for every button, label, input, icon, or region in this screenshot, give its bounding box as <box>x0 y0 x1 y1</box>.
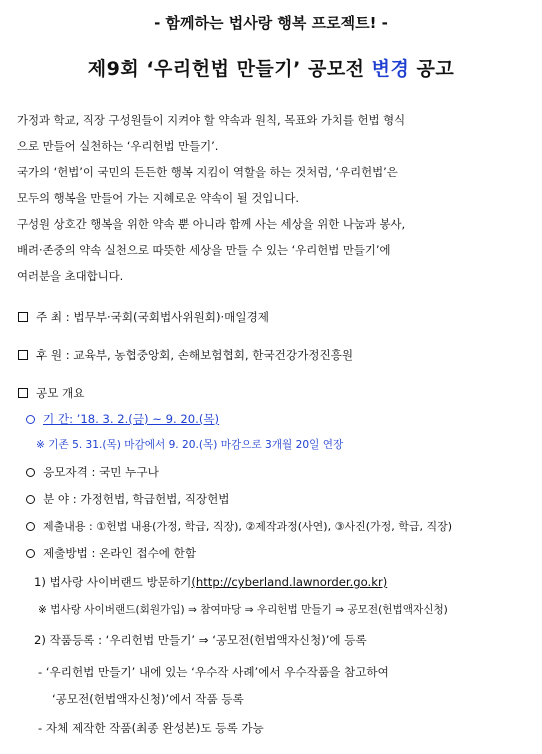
host-label: 주 최 <box>36 310 63 324</box>
circle-bullet-icon <box>26 522 35 531</box>
submission-method-label: 제출방법 <box>43 546 88 560</box>
title-accent: 변경 <box>371 58 410 80</box>
checkbox-square-icon <box>18 350 28 360</box>
eligibility-row <box>26 464 159 480</box>
eligibility-label: 응모자격 <box>43 465 88 479</box>
checkbox-square-icon <box>18 388 28 398</box>
submission-content-row <box>26 518 452 534</box>
submission-method-row <box>26 545 196 561</box>
notice-title <box>0 54 542 81</box>
intro-line-1: 가정과 학교, 직장 구성원들이 지켜야 할 약속과 원칙, 목표와 가치를 헌법 형식 <box>17 113 406 127</box>
sponsor-label: 후 원 <box>36 348 63 362</box>
period-row <box>26 411 219 427</box>
intro-line-4: 모두의 행복을 만들어 가는 지혜로운 약속이 될 것입니다. <box>17 191 300 205</box>
category-row <box>26 491 230 507</box>
category-label: 분 야 <box>43 492 70 506</box>
overview-heading-text: 공모 개요 <box>36 386 85 400</box>
title-main: 제9회 ‘우리헌법 만들기’ 공모전 <box>87 58 372 80</box>
cyberland-link[interactable]: (http://cyberland.lawnorder.go.kr) <box>191 575 388 589</box>
eligibility-value: : 국민 누구나 <box>91 465 159 479</box>
sponsor-value: : 교육부, 농협중앙회, 손해보험협회, 한국건강가정진흥원 <box>65 348 354 362</box>
step1-row <box>34 574 387 590</box>
step1-note: ※ 법사랑 사이버랜드(회원가입) ⇒ 참여마당 ⇒ 우리헌법 만들기 ⇒ 공모전(헌법액자신청) <box>38 604 448 616</box>
step2-sub1a: - ‘우리헌법 만들기’ 내에 있는 ‘우수작 사례’에서 우수작품을 참고하여 <box>38 665 389 679</box>
step2-sub2: - 자체 제작한 작품(최종 완성본)도 등록 가능 <box>38 721 264 735</box>
circle-bullet-icon <box>26 549 35 558</box>
title-end: 공고 <box>409 58 455 80</box>
submission-content-value: : ①헌법 내용(가정, 학급, 직장), ②제작과정(사연), ③사진(가정, 학급, 직장) <box>89 520 453 533</box>
intro-line-5: 구성원 상호간 행복을 위한 약속 뿐 아니라 함께 사는 세상을 위한 나눔과 봉사, <box>17 217 406 231</box>
intro-line-6: 배려·존중의 약속 실천으로 따뜻한 세상을 만들 수 있는 ‘우리헌법 만들기’에 <box>17 243 391 257</box>
circle-bullet-icon <box>26 495 35 504</box>
host-value: : 법무부·국회(국회법사위원회)·매일경제 <box>65 310 269 324</box>
circle-bullet-icon <box>26 415 35 424</box>
category-value: : 가정헌법, 학급헌법, 직장헌법 <box>72 492 230 506</box>
step1-text: 1) 법사랑 사이버랜드 방문하기 <box>34 575 192 589</box>
intro-line-2: 으로 만들어 실천하는 ‘우리헌법 만들기’. <box>17 139 219 153</box>
step2-sub1b: ‘공모전(헌법액자신청)’에서 작품 등록 <box>52 692 244 706</box>
checkbox-square-icon <box>18 312 28 322</box>
period-note: ※ 기존 5. 31.(목) 마감에서 9. 20.(목) 마감으로 3개월 20일 연장 <box>36 439 344 451</box>
submission-content-label: 제출내용 <box>43 520 86 533</box>
overview-heading <box>18 385 84 401</box>
period-value: : ’18. 3. 2.(금) ~ 9. 20.(목) <box>69 412 220 426</box>
circle-bullet-icon <box>26 468 35 477</box>
sponsor-row <box>18 347 353 363</box>
intro-line-7: 여러분을 초대합니다. <box>17 269 124 283</box>
submission-method-value: : 온라인 접수에 한함 <box>91 546 197 560</box>
period-label: 기 간 <box>43 412 70 426</box>
step2-row: 2) 작품등록 : ‘우리헌법 만들기’ ⇒ ‘공모전(헌법액자신청)’에 등록 <box>34 633 367 647</box>
intro-line-3: 국가의 ‘헌법’이 국민의 든든한 행복 지킴이 역할을 하는 것처럼, ‘우리헌법’은 <box>17 165 398 179</box>
notice-subtitle: - 함께하는 법사랑 행복 프로젝트! - <box>154 14 388 32</box>
host-row <box>18 309 269 325</box>
